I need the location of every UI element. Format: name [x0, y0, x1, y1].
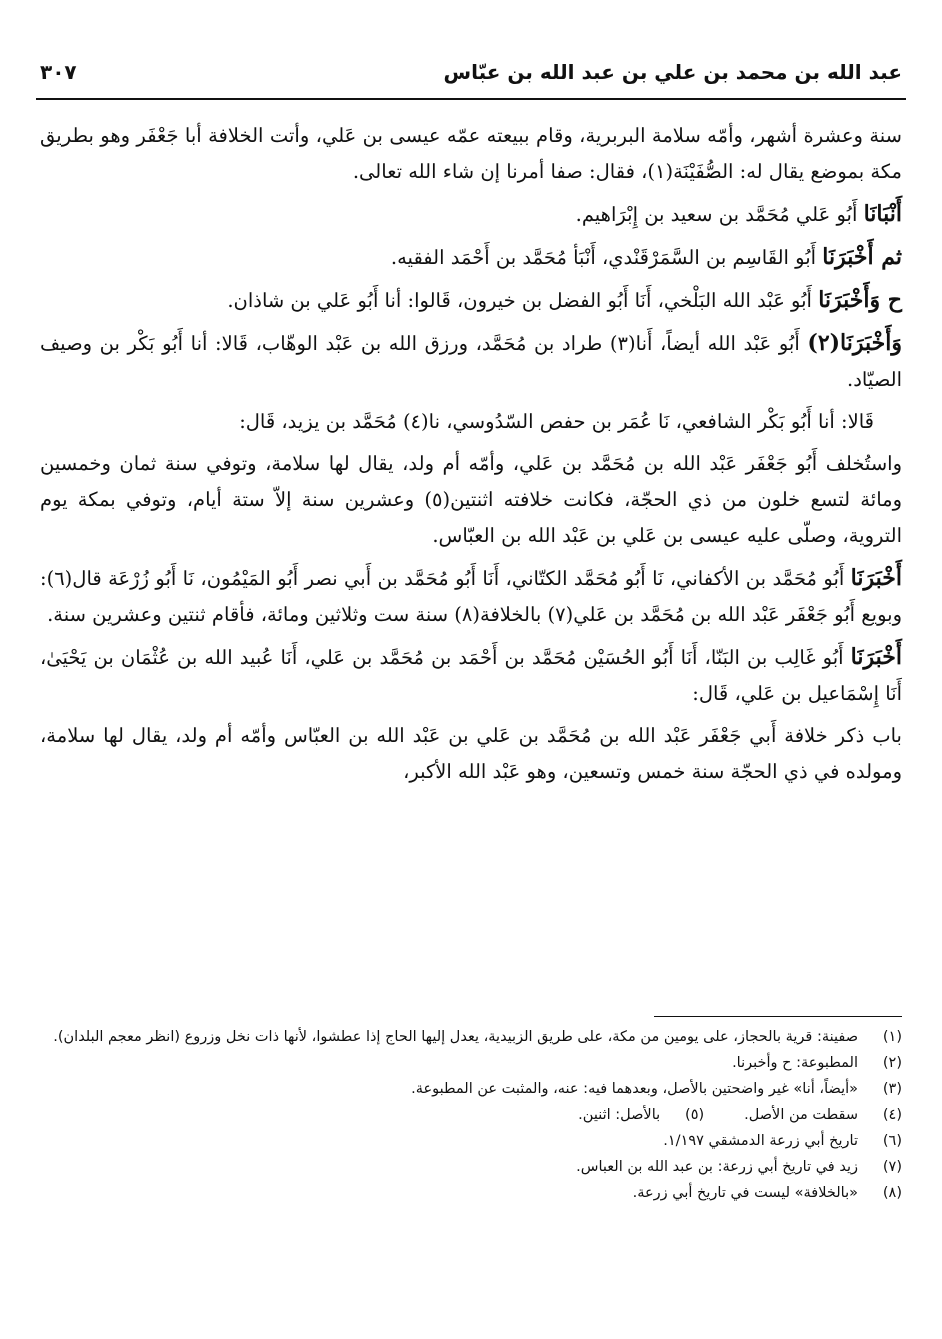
footnote-text: المطبوعة: ح وأخبرنا. [732, 1055, 858, 1071]
footnote-separator [654, 1016, 902, 1017]
page-number: ٣٠٧ [40, 60, 77, 84]
paragraph [40, 118, 902, 190]
isnad-lead: ثم أَخْبَرَنَا [822, 244, 902, 270]
footnote-text: زيد في تاريخ أبي زرعة: بن عبد الله بن العباس. [576, 1159, 858, 1175]
footnote [40, 1130, 902, 1153]
paragraph-text: أَبُو عَلي مُحَمَّد بن سعيد بن إِبْرَاهيم. [575, 203, 864, 226]
paragraph-text: سنة وعشرة أشهر، وأمّه سلامة البربرية، وقام ببيعته عمّه عيسى بن عَلي، وأتت الخلافة أبا جَعْفَر وهو بطريق مكة بموضع يقال له: الصُّفَيْنَة(١)، فقال: صفا أمرنا إن شاء الله تعالى. [40, 124, 902, 183]
paragraph [40, 560, 902, 633]
paragraph-text: أَبُو مُحَمَّد بن الأكفاني، نَا أَبُو مُحَمَّد الكتّاني، أَنَا أَبُو مُحَمَّد بن أَبي نصر أَبُو المَيْمُون، نَا أَبُو زُرْعَة قال(٦): وبويع أَبُو جَعْفَر عَبْد الله بن مُحَمَّد بن عَلي(٧) بالخلافة(٨) سنة ست وثلاثين ومائة، فأقام ثنتين وعشرين سنة. [40, 567, 902, 626]
footnote [744, 1104, 902, 1127]
footnote [40, 1078, 902, 1101]
footnote-pair [40, 1104, 902, 1127]
footnote [40, 1156, 902, 1179]
isnad-lead: وَأَخْبَرَنَا(٢) [807, 330, 902, 356]
footnote [40, 1026, 902, 1049]
paragraph-text: قَالا: أنا أَبُو بَكْر الشافعي، نَا عُمَر بن حفص السّدُوسي، نا(٤) مُحَمَّد بن يزيد، قَال: [239, 410, 874, 433]
footnote-number: (٢) [882, 1055, 902, 1071]
footnote-number: (١) [882, 1029, 902, 1045]
paragraph [40, 282, 902, 319]
footnote-number: (٥) [685, 1107, 705, 1123]
footnote-number: (٦) [882, 1133, 902, 1149]
footnote-number: (٣) [882, 1081, 902, 1097]
isnad-lead: أَخْبَرَنَا [850, 565, 902, 591]
paragraph [40, 446, 902, 554]
isnad-lead: ح وَأَخْبَرَنَا [818, 287, 902, 313]
paragraph [40, 404, 902, 440]
paragraph [40, 239, 902, 276]
paragraph [40, 639, 902, 712]
paragraph [40, 718, 902, 790]
isnad-lead: أَخْبَرَنَا [850, 644, 902, 670]
footnote [40, 1182, 902, 1205]
paragraph-text: واستُخلف أَبُو جَعْفَر عَبْد الله بن مُحَمَّد بن عَلي، وأمّه أم ولد، يقال لها سلامة، وتوفي سنة ثمان وخمسين ومائة لتسع خلون من ذي الحجّة، فكانت خلافته اثنتين(٥) وعشرين سنة إلاّ ستة أيام، وتوفي بمكة يوم التروية، وصلّى عليه عيسى بن عَلي بن عَبْد الله بن العبّاس. [40, 452, 902, 547]
running-header [36, 60, 906, 100]
running-title: عبد الله بن محمد بن علي بن عبد الله بن عبّاس [443, 60, 902, 84]
footnote [578, 1104, 704, 1127]
footnote-text: تاريخ أبي زرعة الدمشقي ١/١٩٧. [663, 1133, 858, 1149]
footnote-number: (٤) [882, 1107, 902, 1123]
footnotes [40, 1026, 902, 1208]
footnote-text: «بالخلافة» ليست في تاريخ أبي زرعة. [632, 1185, 858, 1201]
footnote-number: (٧) [882, 1159, 902, 1175]
paragraph [40, 325, 902, 398]
paragraph-text: أَبُو غَالِب بن البَنّا، أَنَا أَبُو الحُسَيْن مُحَمَّد بن أَحْمَد بن مُحَمَّد بن عَلي، أَنَا عُبيد الله بن عُثْمَان بن يَحْيَىٰ، أَنَا إِسْمَاعيل بن عَلي، قَال: [40, 646, 902, 705]
footnote-text: بالأصل: اثنين. [578, 1107, 661, 1123]
paragraph-text: أَبُو عَبْد الله أيضاً، أَنا(٣) طراد بن مُحَمَّد، ورزق الله بن عَبْد الوهّاب، قَالا: أنا أَبُو بَكْر بن وصيف الصيّاد. [40, 332, 902, 391]
main-text [40, 118, 902, 796]
paragraph-text: أَبُو عَبْد الله البَلْخي، أَنَا أَبُو الفضل بن خيرون، قَالوا: أنا أَبُو عَلي بن شاذان. [227, 289, 819, 312]
footnote-number: (٨) [882, 1185, 902, 1201]
paragraph-text: أَبُو القَاسِم بن السَّمَرْقَنْدي، أَنْبَأ مُحَمَّد بن أَحْمَد الفقيه. [390, 246, 823, 269]
isnad-lead: أَنْبَانَا [863, 201, 902, 227]
footnote-text: سقطت من الأصل. [744, 1107, 858, 1123]
footnote-text: «أيضاً، أنا» غير واضحتين بالأصل، وبعدهما فيه: عنه، والمثبت عن المطبوعة. [411, 1081, 858, 1097]
paragraph-text: باب ذكر خلافة أَبي جَعْفَر عَبْد الله بن مُحَمَّد بن عَلي بن عَبْد الله بن العبّاس وأمّه أم ولد، يقال لها سلامة، ومولده في ذي الحجّة سنة خمس وتسعين، وهو عَبْد الله الأكبر، [40, 724, 902, 783]
paragraph [40, 196, 902, 233]
footnote [40, 1052, 902, 1075]
footnote-text: صفينة: قرية بالحجاز، على يومين من مكة، على طريق الزبيدية، يعدل إليها الحاج إذا عطشوا، لأنها ذات نخل وزروع (انظر معجم البلدان). [53, 1029, 858, 1045]
